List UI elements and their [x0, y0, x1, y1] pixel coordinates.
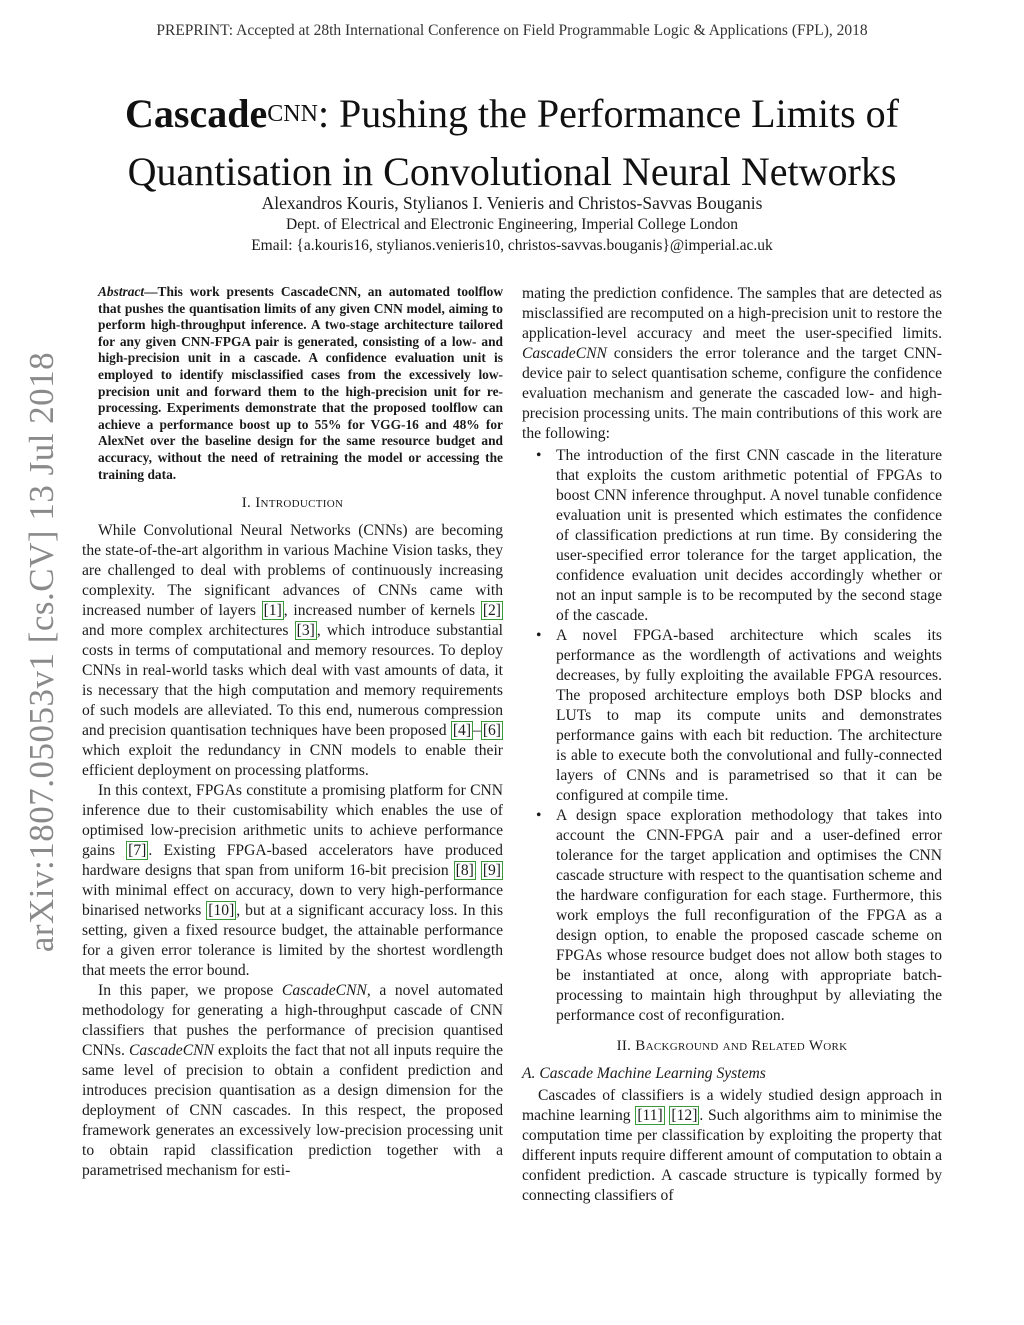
citation-link[interactable]: [9]: [482, 862, 501, 880]
abstract: Abstract—This work presents CascadeCNN, an automated toolflow that pushes the quantisation limits of any given CNN model, aiming to perform high-throughput inference. A two-stage architecture tailored for any given CNN-FPGA pair is generated, consisting of a low- and high-precision unit in a cascade. A confidence evaluation unit is employed to identify misclassified cases from the excessively low-precision unit and forward them to the high-precision unit for re-processing. Experiments demonstrate that the proposed toolflow can achieve a performance boost up to 55% for VGG-16 and 48% for AlexNet over the baseline design for the same resource budget and accuracy, without the need of retraining the model or accessing the training data.: [98, 284, 503, 482]
bullet-icon: •: [536, 447, 542, 464]
list-item: • The introduction of the first CNN cascade in the literature that exploits the custom arithmetic potential of FPGAs to boost CNN inference throughput. A novel tunable confidence evaluation unit is presented which estimates the confidence of classification predictions at run time. By considering the user-specified error tolerance for the target application, the confidence evaluation unit decides accordingly whether or not an input sample is to be recomputed by the second stage of the cascade.: [536, 447, 942, 624]
title-brand: Cascade: [125, 91, 268, 136]
paper-title: [0, 88, 1024, 198]
citation-link[interactable]: [1]: [263, 602, 282, 620]
list-item: • A novel FPGA-based architecture which scales its performance as the wordlength of activations and weights decreases, by fully exploiting the available FPGA resources. The proposed architecture employs both DSP blocks and LUTs to map its compute units and demonstrates performance gains with each bit reduction. The architecture is able to execute both the convolutional and fully-connected layers of CNNs and is parametrised so that it can be configured at compile time.: [536, 627, 942, 804]
citation-link[interactable]: [2]: [482, 602, 501, 620]
intro-paragraph-3: In this paper, we propose CascadeCNN, a novel automated methodology for generating a high-throughput cascade of CNN classifiers that pushes the performance of precision quantised CNNs. CascadeCNN exploits the fact that not all inputs require the same level of precision to obtain a confident prediction and introduces precision quantisation as a design dimension for the deployment of CNN cascades. In this respect, the proposed framework generates an excessively low-precision processing unit to obtain rapid classification prediction together with a parametrised mechanism for esti-: [82, 982, 504, 1180]
arxiv-identifier[interactable]: arXiv:1807.05053v1 [cs.CV] 13 Jul 2018: [22, 351, 61, 953]
left-column: [82, 284, 503, 1181]
contributions-list: [522, 446, 942, 1026]
bullet-icon: •: [536, 807, 542, 824]
intro-paragraph-1: While Convolutional Neural Networks (CNNs) are becoming the state-of-the-art algorithm in various Machine Vision tasks, they are challenged to deal with problems of continuously increasing complexity. The significant advances of CNNs came with increased number of layers [1] , increased number of kernels [2] and more complex architectures [3] , which introduce substantial costs in terms of computational and memory resources. To deploy CNNs in real-world tasks which deal with vast amounts of data, it is necessary that the high computation and memory requirements of such models are alleviated. To this end, numerous compression and precision quantisation techniques have been proposed [4] – [6] which exploit the redundancy in CNN models to enable their efficient deployment on processing platforms.: [82, 522, 503, 780]
preprint-banner: PREPRINT: Accepted at 28th International Conference on Field Programmable Logic & Applications (FPL), 2018: [156, 22, 868, 39]
citation-link[interactable]: [3]: [296, 622, 315, 640]
intro-paragraph-3-continued: mating the prediction confidence. The samples that are detected as misclassified are recomputed on a high-precision unit to restore the application-level accuracy and meet the user-specified limits. CascadeCNN considers the error tolerance and the target CNN-device pair to select quantisation scheme, configure the confidence evaluation mechanism and generate the cascaded low- and high-precision processing units. The main contributions of this work are the following:: [522, 285, 942, 442]
citation-link[interactable]: [8]: [455, 862, 474, 880]
author-list: Alexandros Kouris, Stylianos I. Venieris and Christos-Savvas Bouganis: [261, 193, 763, 213]
affiliation: Dept. of Electrical and Electronic Engineering, Imperial College London: [286, 216, 738, 233]
citation-link[interactable]: [11]: [637, 1107, 663, 1124]
citation-link[interactable]: [7]: [128, 842, 147, 860]
citation-link[interactable]: [12]: [671, 1107, 698, 1124]
citation-link[interactable]: [10]: [208, 902, 235, 920]
section-heading-introduction: I. Introduction: [241, 495, 344, 512]
email-line: Email: {a.kouris16, stylianos.venieris10, christos-savvas.bouganis}@imperial.ac.uk: [251, 237, 773, 254]
abstract-label: Abstract: [98, 284, 145, 299]
citation-link[interactable]: [4]: [452, 722, 472, 740]
bullet-icon: •: [536, 627, 542, 644]
title-line2: Quantisation in Convolutional Neural Networks: [127, 149, 897, 194]
title-brand-superscript: CNN: [267, 101, 318, 127]
citation-link[interactable]: [6]: [482, 722, 501, 740]
section-heading-background: II. Background and Related Work: [616, 1038, 848, 1054]
subsection-heading: A. Cascade Machine Learning Systems: [522, 1065, 766, 1082]
intro-paragraph-2: In this context, FPGAs constitute a promising platform for CNN inference due to their customisability which enables the use of optimised low-precision arithmetic units to achieve performance gains [7] . Existing FPGA-based accelerators have produced hardware designs that span from uniform 16-bit precision [8] [9] with minimal effect on accuracy, down to very high-performance binarised networks [10] , but at a significant accuracy loss. In this setting, given a fixed resource budget, the attainable performance for a given error tolerance is limited by the shortest wordlength that meets the error bound.: [82, 782, 504, 980]
background-paragraph-1: Cascades of classifiers is a widely studied design approach in machine learning [11] [12] . Such algorithms aim to minimise the computation time per classification by exploiting the property that different inputs require different amount of computation to obtain a confident prediction. A cascade structure is typically formed by connecting classifiers of: [522, 1087, 942, 1204]
title-line1-rest: : Pushing the Performance Limits of: [317, 91, 899, 136]
list-item: • A design space exploration methodology that takes into account the CNN-FPGA pair and a user-defined error tolerance for the target application and optimises the CNN cascade structure with respect to the quantisation scheme and the hardware configuration for each stage. Furthermore, this work employs the full reconfiguration of the FPGA as a design option, to enable the proposed cascade scheme on FPGAs whose resource budget does not allow both stages to be instantiated at once, along with appropriate batch-processing to maintain high throughput by alleviating the performance cost of reconfiguration.: [536, 807, 942, 1024]
abstract-text: This work presents CascadeCNN, an automated toolflow that pushes the quantisation limits of any given CNN model, aiming to perform high-throughput inference. A two-stage architecture tailored for any given CNN-FPGA pair is generated, consisting of a low- and high-precision unit in a cascade. A confidence evaluation unit is employed to identify misclassified cases from the excessively low-precision unit and forward them to the high-precision unit for re-processing. Experiments demonstrate that the proposed toolflow can achieve a performance boost up to 55% for VGG-16 and 48% for AlexNet over the baseline design for the same resource budget and accuracy, without the need of retraining the model or accessing the training data.: [98, 284, 503, 482]
right-column: [522, 284, 942, 1206]
